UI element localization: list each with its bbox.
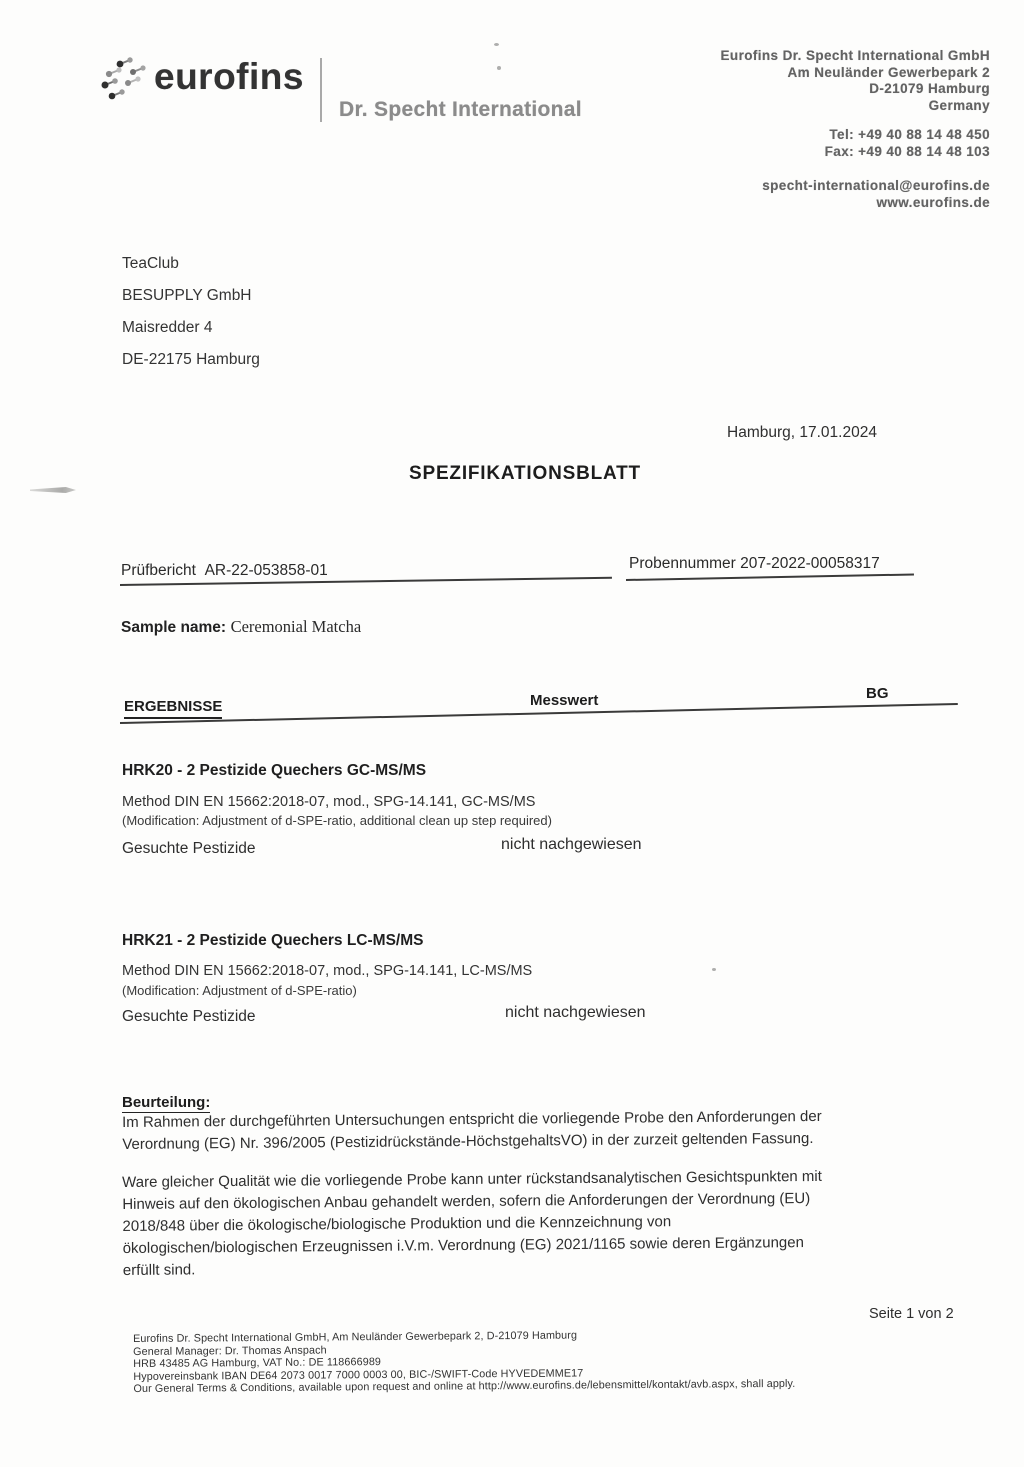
recipient-address	[122, 248, 260, 376]
sample-number-reference	[629, 555, 880, 573]
footer-line: HRB 43485 AG Hamburg, VAT No.: DE 118666989	[133, 1356, 382, 1371]
section-method: Method DIN EN 15662:2018-07, mod., SPG-14.141, LC-MS/MS	[122, 963, 533, 979]
assessment-text-line: Ware gleicher Qualität wie die vorliegende Probe kann unter rückstandsanalytischen Gesichtspunkten mit	[122, 1167, 822, 1191]
recipient-address-line: BESUPPLY GmbH	[122, 287, 252, 304]
letterhead-address-line: Eurofins Dr. Specht International GmbH	[720, 48, 990, 63]
section-heading: HRK21 - 2 Pestizide Quechers LC-MS/MS	[122, 932, 424, 949]
assessment-text-line: ökologischen/biologischen Erzeugnissen i.V.m. Verordnung (EG) 2021/1165 sowie deren Ergänzungen	[122, 1234, 804, 1257]
results-header-bg: BG	[866, 685, 889, 702]
assessment-text-line: Verordnung (EG) Nr. 396/2005 (Pestizidrückstände-HöchstgehaltsVO) in der zurzeit geltenden Fassung.	[122, 1129, 814, 1153]
page-number: Seite 1 von 2	[869, 1306, 954, 1322]
assessment-heading: Beurteilung:	[122, 1094, 211, 1111]
letterhead-company-address	[721, 48, 990, 114]
section-modification: (Modification: Adjustment of d-SPE-ratio)	[122, 983, 357, 998]
section-heading: HRK20 - 2 Pestizide Quechers GC-MS/MS	[122, 762, 427, 779]
recipient-address-line: DE-22175 Hamburg	[122, 351, 260, 368]
brand-divider	[320, 58, 322, 122]
assessment-text-line: Hinweis auf den ökologischen Anbau gehandelt werden, sofern die Anforderungen der Verordnung (EU)	[122, 1189, 811, 1213]
scan-artifact-speck	[497, 66, 501, 70]
section-parameter: Gesuchte Pestizide	[122, 840, 256, 857]
report-reference	[121, 562, 328, 580]
sample-number: 207-2022-00058317	[740, 555, 880, 572]
report-number: AR-22-053858-01	[204, 562, 328, 579]
recipient-address-line: Maisredder 4	[122, 319, 213, 336]
assessment-text-line: 2018/848 über die ökologische/biologische Produktion und die Kennzeichnung von	[122, 1213, 672, 1235]
sample-number-label: Probennummer	[629, 555, 736, 572]
section-parameter: Gesuchte Pestizide	[122, 1008, 256, 1025]
scan-artifact-smudge	[30, 485, 76, 495]
letterhead-address-line: Germany	[928, 97, 990, 113]
footer-legal-block	[133, 1328, 795, 1396]
letterhead-contact-block	[762, 178, 990, 211]
footer-line: General Manager: Dr. Thomas Anspach	[133, 1344, 327, 1358]
section-result: nicht nachgewiesen	[501, 836, 642, 853]
assessment-paragraph-1	[122, 1106, 822, 1156]
scan-artifact-speck	[712, 968, 716, 971]
document-title: SPEZIFIKATIONSBLATT	[409, 463, 641, 484]
dateline: Hamburg, 17.01.2024	[727, 424, 877, 441]
report-label: Prüfbericht	[121, 562, 196, 579]
sample-name-row	[121, 617, 361, 637]
footer-line: Eurofins Dr. Specht International GmbH, Am Neuländer Gewerbepark 2, D-21079 Hamburg	[133, 1329, 578, 1345]
scan-artifact-speck	[494, 43, 499, 46]
sample-name-label: Sample name:	[121, 619, 227, 636]
letterhead-contact-line: www.eurofins.de	[876, 194, 990, 210]
letterhead-address-line: D-21079 Hamburg	[869, 81, 990, 96]
footer-line: Our General Terms & Conditions, available upon request and online at http://www.eurofins.de/lebensmittel/kontakt/avb.aspx, shall apply.	[133, 1378, 796, 1396]
letterhead-address-line: Am Neuländer Gewerbepark 2	[787, 64, 990, 80]
letterhead-phone-line: Fax: +49 40 88 14 48 103	[824, 143, 990, 159]
letterhead-phone-block	[825, 127, 990, 160]
sample-number-underline	[626, 573, 914, 580]
brand-wordmark: eurofins	[154, 56, 304, 97]
letterhead-contact-line: specht-international@eurofins.de	[762, 178, 990, 193]
assessment-text-line: erfüllt sind.	[122, 1261, 196, 1279]
brand-division-name: Dr. Specht International	[339, 98, 582, 121]
eurofins-logo-icon	[100, 54, 152, 110]
section-method: Method DIN EN 15662:2018-07, mod., SPG-14.141, GC-MS/MS	[122, 794, 536, 810]
section-result: nicht nachgewiesen	[505, 1004, 646, 1021]
results-header-messwert: Messwert	[530, 692, 599, 709]
section-modification: (Modification: Adjustment of d-SPE-ratio, additional clean up step required)	[122, 813, 552, 828]
letterhead-phone-line: Tel: +49 40 88 14 48 450	[829, 127, 990, 142]
results-header-ergebnisse: ERGEBNISSE	[124, 698, 222, 719]
assessment-text-line: Im Rahmen der durchgeführten Untersuchungen entspricht die vorliegende Probe den Anforderungen der	[122, 1107, 822, 1131]
sample-name-value: Ceremonial Matcha	[230, 617, 362, 636]
footer-line: Hypovereinsbank IBAN DE64 2073 0017 7000 0003 00, BIC-/SWIFT-Code HYVEDEMME17	[133, 1367, 584, 1383]
recipient-address-line: TeaClub	[122, 255, 179, 272]
assessment-paragraph-2	[122, 1166, 823, 1282]
